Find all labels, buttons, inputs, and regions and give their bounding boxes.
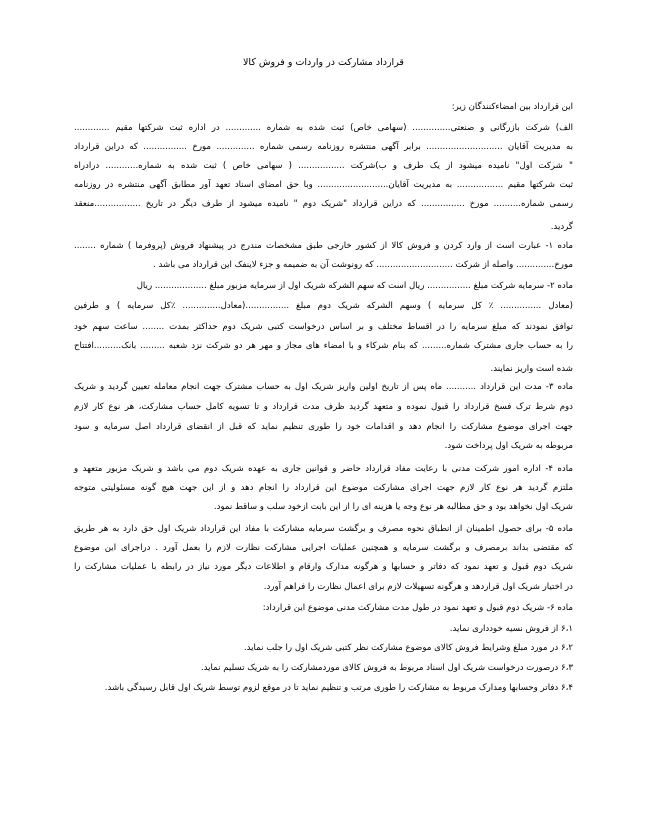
paragraph-line: گردید. [550, 222, 573, 232]
paragraph-line: " شرکت اول" نامیده میشود از یک طرف و ب)شرکت ................. ( سهامی خاص ) ثبت شده به شماره............ درادراه [74, 161, 573, 171]
document-title: قرارداد مشارکت در واردات و فروش کالا [243, 57, 404, 68]
paragraph-line: شده است واریز نمایند. [490, 364, 573, 374]
paragraph-line: (معادل ............... ٪ کل سرمایه ) وسهم الشرکه شریک دوم مبلغ ................(معادل.............. ٪کل سرمایه ) و طرفین [74, 301, 573, 311]
paragraph-line: ماده ۲- سرمایه شرکت مبلغ ................ ریال است که سهم الشرکه شریک اول از سرمایه مزبور مبلغ ................... ریال [136, 281, 573, 291]
paragraph-line: که مقتضی بداند برمصرف و برگشت سرمایه و همچنین عملیات اجرایی مشارکت نظارت لازم را بعمل آورد . دراجرای این موضوع [74, 543, 573, 553]
paragraph-line: ۶،۲ در مورد مبلغ وشرایط فروش کالای موضوع مشارکت نظر کتبی شریک اول را جلب نماید. [243, 643, 573, 653]
paragraph-line: ملتزم گردید هر نوع کار لازم جهت اجرای مشارکت موضوع این قرارداد را انجام دهد و از این جهت هیچ گونه مسئولیتی متوجه [74, 483, 573, 493]
paragraph-line: در اختیار شریک اول قراردهد و هرگونه تسهیلات لازم برای اعمال نظارت را فراهم آورد. [263, 582, 573, 592]
paragraph-line: توافق نمودند که مبلغ سرمایه را در اقساط مختلف و بر اساس درخواست کتبی شریک دوم حداکثر بمدت ........ ساعت سهم خود [74, 322, 573, 332]
paragraph-line: شریک دوم قبول و تعهد نمود که دفاتر و حسابها و هرگونه مدارک وارقام و اطلاعات دیگر مورد نیاز در رابطه با عملیات مشارکت را [74, 562, 573, 572]
paragraph-line: رسمی شماره.......... مورخ ................ که دراین قرارداد "شریک دوم " نامیده میشود از طرف دیگر در تاریخ .................منعقد [74, 199, 573, 209]
paragraph-line: مورخ.............. واصله از شرکت ............................ که رونوشت آن به ضمیمه و جزء لاینفک این قرارداد می باشد . [153, 260, 573, 270]
paragraph-line: ثبت شرکتها مقیم ................. به مدیریت آقایان.......................... وبا حق امضای اسناد تعهد آور مطابق آگهی منتشره در روزنامه [74, 180, 573, 190]
paragraph-line: مربوطه به شریک اول پرداخت شود. [444, 441, 573, 451]
paragraph-line: ۶،۴ دفاتر وحسابها ومدارک مربوط به مشارکت را طوری مرتب و تنظیم نماید تا در موقع لزوم توسط شریک اول قابل رسیدگی باشد. [104, 683, 573, 693]
paragraph-line: دوم شرط ترک فسخ قرارداد را قبول نموده و متعهد گردید ظرف مدت قرارداد و تا تسویه کامل حساب مشارکت، هر نوع کار لازم [74, 402, 573, 412]
paragraph-line: ۶،۱ از فروش نسیه خودداری نماید. [449, 624, 573, 634]
paragraph-line: ماده ۴- اداره امور شرکت مدنی با رعایت مفاد قرارداد حاضر و قوانین جاری به عهده شریک دوم می باشد و شریک مزبور متعهد و [74, 464, 573, 474]
paragraph-line: الف) شرکت بازرگانی و صنعتی.............. (سهامی خاص) ثبت شده به شماره ............. در اداره ثبت شرکتها مقیم ............. [74, 123, 573, 133]
paragraph-line: ماده ۶- شریک دوم قبول و تعهد نمود در طول مدت مشارکت مدنی موضوع این قرارداد: [262, 603, 573, 613]
document-page [74, 0, 573, 821]
paragraph-line: شریک اول نخواهد بود و حق مطالبه هر نوع وجه یا هزینه ای را از این بابت ازخود سلب و ساقط نمود. [213, 502, 573, 512]
paragraph-line: این قرارداد بین امضاءکنندگان زیر: [451, 102, 573, 112]
paragraph-line: ماده ۱- عبارت است از وارد کردن و فروش کالا از کشور خارجی طبق مشخصات مندرج در پیشنهاد فروش (پروفرما ) شماره ........ [74, 241, 573, 251]
paragraph-line: ماده ۵- برای حصول اطمینان از انطباق نحوه مصرف و برگشت سرمایه مشارکت با مفاد این قرارداد شریک اول حق دارد به هر طریق [74, 524, 573, 534]
paragraph-line: ۶،۳ درصورت درخواست شریک اول اسناد مربوط به فروش کالای موردمشارکت را به شریک تسلیم نماید. [200, 663, 573, 673]
paragraph-line: ماده ۳- مدت این قرارداد ........... ماه پس از تاریخ اولین واریز شریک اول به حساب مشترک جهت انجام معامله تعیین گردید و شریک [74, 382, 573, 392]
paragraph-line: به مدیریت آقایان ............................ برابر آگهی منتشره روزنامه رسمی شماره .............. مورخ ................ که دراین قرارداد [74, 142, 573, 152]
paragraph-line: را به حساب جاری مشترک شماره......... که بنام شرکاء و با امضاء های مجاز و مهر هر دو شرکت نزد شعبه ......... بانک..........افتتاح [74, 341, 573, 351]
paragraph-line: جهت اجرای موضوع مشارکت را انجام دهد و اقدامات خود را طوری تنظیم نماید که قبل از انقضای قرارداد اصل سرمایه و سود [74, 422, 573, 432]
